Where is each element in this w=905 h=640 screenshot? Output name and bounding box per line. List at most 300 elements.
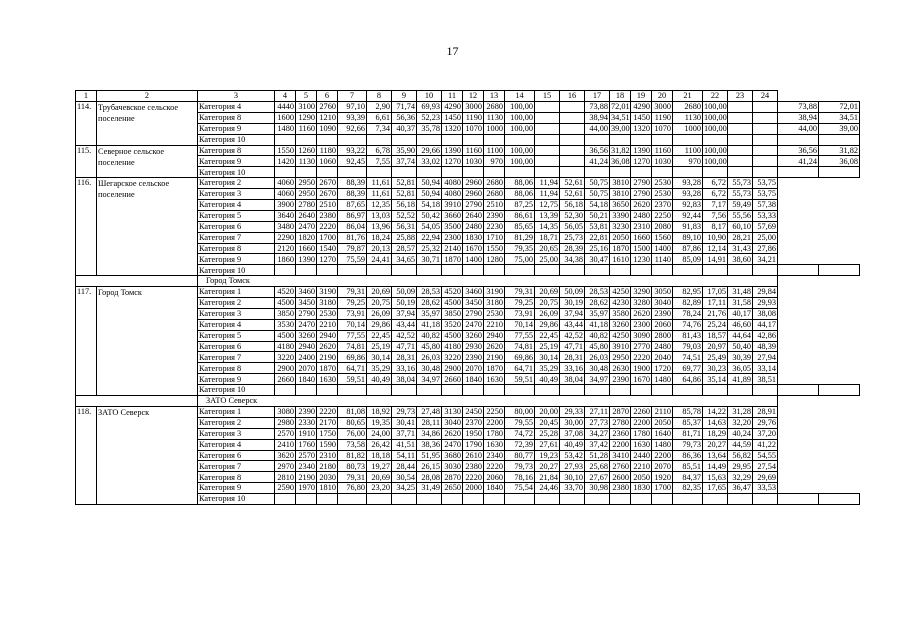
value-cell: 3260 xyxy=(296,330,317,341)
value-cell: 3230 xyxy=(610,221,631,232)
header-cell: 17 xyxy=(585,91,610,102)
value-cell: 1900 xyxy=(631,363,652,374)
value-cell: 28,08 xyxy=(417,472,442,483)
value-cell: 2140 xyxy=(442,243,463,254)
value-cell: 2120 xyxy=(275,243,296,254)
value-cell xyxy=(560,385,585,396)
value-cell: 28,44 xyxy=(392,461,417,472)
value-cell: 2340 xyxy=(484,450,505,461)
value-cell: 73,91 xyxy=(338,308,367,319)
value-cell: 85,65 xyxy=(505,221,535,232)
value-cell: 25,19 xyxy=(535,341,560,352)
value-cell: 1780 xyxy=(484,428,505,439)
value-cell: 2530 xyxy=(652,178,673,189)
value-cell: 7,17 xyxy=(703,200,728,211)
value-cell xyxy=(753,145,778,156)
value-cell: 6,78 xyxy=(367,145,392,156)
value-cell: 47,71 xyxy=(560,341,585,352)
category-cell: Категория 3 xyxy=(198,189,275,200)
value-cell xyxy=(652,494,673,505)
value-cell xyxy=(560,134,585,145)
value-cell: 85,09 xyxy=(673,254,703,265)
value-cell: 88,06 xyxy=(505,189,535,200)
value-cell: 1100 xyxy=(673,145,703,156)
value-cell: 19,35 xyxy=(367,417,392,428)
value-cell: 1160 xyxy=(296,123,317,134)
value-cell: 11,61 xyxy=(367,178,392,189)
value-cell: 79,31 xyxy=(338,472,367,483)
value-cell xyxy=(753,494,778,505)
category-cell: Категория 8 xyxy=(198,112,275,123)
value-cell: 1480 xyxy=(652,439,673,450)
value-cell xyxy=(275,167,296,178)
value-cell: 1830 xyxy=(631,483,652,494)
value-cell: 2470 xyxy=(296,221,317,232)
value-cell: 30,71 xyxy=(417,254,442,265)
category-cell: Категория 4 xyxy=(198,200,275,211)
value-cell: 44,17 xyxy=(753,319,778,330)
value-cell xyxy=(338,167,367,178)
value-cell: 76,80 xyxy=(338,483,367,494)
value-cell: 24,46 xyxy=(535,483,560,494)
value-cell: 4180 xyxy=(275,341,296,352)
value-cell xyxy=(778,265,819,276)
value-cell: 29,66 xyxy=(417,145,442,156)
value-cell: 3650 xyxy=(610,200,631,211)
value-cell: 88,06 xyxy=(505,178,535,189)
value-cell: 2480 xyxy=(463,221,484,232)
value-cell xyxy=(728,123,753,134)
value-cell: 34,86 xyxy=(417,428,442,439)
value-cell: 73,91 xyxy=(505,308,535,319)
category-cell: Категория 9 xyxy=(198,254,275,265)
value-cell: 1450 xyxy=(442,112,463,123)
value-cell: 29,69 xyxy=(753,472,778,483)
value-cell: 88,39 xyxy=(338,189,367,200)
value-cell: 92,44 xyxy=(673,210,703,221)
value-cell: 2190 xyxy=(484,352,505,363)
value-cell xyxy=(392,167,417,178)
value-cell: 2200 xyxy=(652,450,673,461)
value-cell: 1710 xyxy=(484,232,505,243)
value-cell: 31,58 xyxy=(728,298,753,309)
value-cell: 1590 xyxy=(317,439,338,450)
value-cell: 13,39 xyxy=(535,210,560,221)
value-cell: 30,48 xyxy=(585,363,610,374)
value-cell: 46,60 xyxy=(728,319,753,330)
value-cell: 27,86 xyxy=(753,243,778,254)
header-cell: 23 xyxy=(728,91,753,102)
value-cell xyxy=(728,112,753,123)
value-cell: 2380 xyxy=(610,483,631,494)
value-cell: 1840 xyxy=(463,374,484,385)
value-cell: 1830 xyxy=(463,232,484,243)
value-cell: 29,73 xyxy=(392,406,417,417)
value-cell xyxy=(673,134,703,145)
header-cell: 13 xyxy=(484,91,505,102)
value-cell: 93,28 xyxy=(673,189,703,200)
value-cell: 1140 xyxy=(652,254,673,265)
value-cell: 25,73 xyxy=(560,232,585,243)
value-cell xyxy=(728,145,753,156)
category-cell: Категория 2 xyxy=(198,298,275,309)
value-cell: 1160 xyxy=(463,145,484,156)
value-cell: 29,86 xyxy=(535,319,560,330)
value-cell: 85,51 xyxy=(673,461,703,472)
value-cell xyxy=(703,265,728,276)
value-cell: 20,69 xyxy=(367,287,392,298)
value-cell: 37,42 xyxy=(585,439,610,450)
value-cell: 72,01 xyxy=(819,102,860,113)
value-cell: 35,29 xyxy=(535,363,560,374)
value-cell: 41,24 xyxy=(585,156,610,167)
value-cell xyxy=(560,102,585,113)
value-cell: 34,97 xyxy=(585,374,610,385)
value-cell: 43,44 xyxy=(560,319,585,330)
value-cell xyxy=(673,494,703,505)
value-cell xyxy=(610,167,631,178)
value-cell xyxy=(463,494,484,505)
value-cell: 45,80 xyxy=(585,341,610,352)
value-cell: 2290 xyxy=(275,232,296,243)
value-cell: 81,76 xyxy=(338,232,367,243)
value-cell xyxy=(753,123,778,134)
value-cell: 2330 xyxy=(296,417,317,428)
value-cell xyxy=(484,167,505,178)
value-cell: 2870 xyxy=(610,406,631,417)
value-cell: 27,94 xyxy=(753,352,778,363)
value-cell: 1560 xyxy=(652,232,673,243)
header-cell: 24 xyxy=(753,91,778,102)
row-number: 118. xyxy=(76,406,97,504)
value-cell: 2220 xyxy=(317,221,338,232)
header-cell: 12 xyxy=(463,91,484,102)
value-cell: 4250 xyxy=(610,330,631,341)
value-cell xyxy=(753,112,778,123)
value-cell: 2,90 xyxy=(367,102,392,113)
header-cell: 11 xyxy=(442,91,463,102)
value-cell: 59,51 xyxy=(338,374,367,385)
section-label: Город Томск xyxy=(198,276,778,287)
value-cell: 4500 xyxy=(442,298,463,309)
value-cell: 4180 xyxy=(442,341,463,352)
value-cell: 28,62 xyxy=(417,298,442,309)
value-cell: 1190 xyxy=(652,112,673,123)
value-cell xyxy=(442,167,463,178)
value-cell: 2790 xyxy=(631,178,652,189)
value-cell: 2950 xyxy=(296,178,317,189)
value-cell xyxy=(442,265,463,276)
value-cell xyxy=(652,385,673,396)
value-cell: 50,94 xyxy=(417,178,442,189)
value-cell: 75,59 xyxy=(338,254,367,265)
value-cell: 2530 xyxy=(484,308,505,319)
value-cell xyxy=(819,265,860,276)
value-cell: 3130 xyxy=(442,406,463,417)
value-cell xyxy=(392,385,417,396)
value-cell: 2600 xyxy=(610,472,631,483)
value-cell xyxy=(463,134,484,145)
value-cell: 1970 xyxy=(296,483,317,494)
value-cell: 1870 xyxy=(442,254,463,265)
value-cell: 2510 xyxy=(484,200,505,211)
category-cell: Категория 8 xyxy=(198,243,275,254)
value-cell xyxy=(585,167,610,178)
value-cell xyxy=(367,134,392,145)
value-cell: 2960 xyxy=(463,189,484,200)
value-cell: 20,00 xyxy=(535,406,560,417)
value-cell: 50,21 xyxy=(585,210,610,221)
value-cell xyxy=(753,102,778,113)
value-cell: 14,22 xyxy=(703,406,728,417)
value-cell xyxy=(728,156,753,167)
value-cell: 2620 xyxy=(442,428,463,439)
value-cell: 52,52 xyxy=(392,210,417,221)
header-cell: 22 xyxy=(703,91,728,102)
value-cell: 18,24 xyxy=(367,232,392,243)
value-cell xyxy=(317,494,338,505)
value-cell: 1660 xyxy=(296,243,317,254)
header-cell: 2 xyxy=(97,91,198,102)
value-cell: 4500 xyxy=(275,330,296,341)
value-cell: 3220 xyxy=(275,352,296,363)
value-cell: 31,82 xyxy=(611,145,630,155)
value-cell: 2530 xyxy=(317,308,338,319)
value-cell: 1950 xyxy=(463,428,484,439)
value-cell: 25,16 xyxy=(585,243,610,254)
value-cell: 52,81 xyxy=(392,178,417,189)
value-cell: 2370 xyxy=(463,417,484,428)
value-cell: 2200 xyxy=(631,417,652,428)
value-cell: 2040 xyxy=(652,352,673,363)
value-cell: 45,80 xyxy=(417,341,442,352)
header-cell: 6 xyxy=(317,91,338,102)
value-cell: 27,61 xyxy=(535,439,560,450)
value-cell: 1060 xyxy=(317,156,338,167)
value-cell: 1260 xyxy=(296,145,317,156)
value-cell xyxy=(392,494,417,505)
value-cell: 75,00 xyxy=(505,254,535,265)
value-cell: 59,51 xyxy=(505,374,535,385)
value-cell: 1870 xyxy=(317,363,338,374)
category-cell: Категория 4 xyxy=(198,102,275,113)
value-cell: 39,00 xyxy=(819,123,860,134)
value-cell xyxy=(317,167,338,178)
value-cell: 36,08 xyxy=(611,156,630,166)
value-cell: 1630 xyxy=(484,374,505,385)
value-cell: 18,92 xyxy=(367,406,392,417)
value-cell: 2620 xyxy=(631,200,652,211)
value-cell: 79,03 xyxy=(673,341,703,352)
value-cell: 3910 xyxy=(442,200,463,211)
value-cell xyxy=(560,123,585,134)
category-cell: Категория 9 xyxy=(198,483,275,494)
value-cell: 2950 xyxy=(296,189,317,200)
value-cell: 2450 xyxy=(463,406,484,417)
value-cell: 30,41 xyxy=(392,417,417,428)
value-cell: 79,25 xyxy=(338,298,367,309)
value-cell xyxy=(753,156,778,167)
value-cell: 3450 xyxy=(296,298,317,309)
value-cell xyxy=(535,385,560,396)
value-cell: 73,88 xyxy=(778,102,819,113)
value-cell: 3460 xyxy=(463,287,484,298)
value-cell: 3910 xyxy=(610,341,631,352)
value-cell: 37,94 xyxy=(392,308,417,319)
value-cell: 40,82 xyxy=(417,330,442,341)
value-cell: 35,97 xyxy=(585,308,610,319)
value-cell: 25,68 xyxy=(585,461,610,472)
value-cell: 2950 xyxy=(610,352,631,363)
value-cell: 1400 xyxy=(652,243,673,254)
value-cell: 80,73 xyxy=(338,461,367,472)
value-cell: 1630 xyxy=(317,374,338,385)
value-cell: 37,08 xyxy=(560,428,585,439)
value-cell: 38,60 xyxy=(728,254,753,265)
category-cell: Категория 10 xyxy=(198,134,275,145)
value-cell: 42,52 xyxy=(560,330,585,341)
value-cell: 43,44 xyxy=(392,319,417,330)
row-number: 114. xyxy=(76,102,97,146)
value-cell: 1320 xyxy=(631,123,652,134)
value-cell: 11,61 xyxy=(367,189,392,200)
value-cell: 33,02 xyxy=(417,156,442,167)
value-cell: 2060 xyxy=(484,472,505,483)
value-cell: 100,00 xyxy=(505,156,535,167)
section-spacer xyxy=(76,276,198,287)
value-cell: 36,56 xyxy=(778,145,819,156)
value-cell: 1270 xyxy=(631,156,652,167)
value-cell: 48,39 xyxy=(753,341,778,352)
value-cell xyxy=(610,134,631,145)
value-cell xyxy=(585,385,610,396)
value-cell: 28,31 xyxy=(392,352,417,363)
value-cell: 30,14 xyxy=(535,352,560,363)
value-cell xyxy=(505,265,535,276)
value-cell: 87,65 xyxy=(338,200,367,211)
value-cell: 2370 xyxy=(652,200,673,211)
value-cell: 26,03 xyxy=(417,352,442,363)
value-cell xyxy=(535,112,560,123)
value-cell: 26,15 xyxy=(417,461,442,472)
value-cell: 76,00 xyxy=(338,428,367,439)
value-cell: 2050 xyxy=(652,417,673,428)
value-cell: 2660 xyxy=(442,374,463,385)
value-cell: 55,73 xyxy=(728,178,753,189)
value-cell xyxy=(317,265,338,276)
value-cell: 2390 xyxy=(610,374,631,385)
header-cell: 9 xyxy=(392,91,417,102)
value-cell: 57,69 xyxy=(753,221,778,232)
value-cell: 4500 xyxy=(442,330,463,341)
value-cell xyxy=(535,156,560,167)
page-number: 17 xyxy=(446,44,459,58)
value-cell: 11,94 xyxy=(535,178,560,189)
value-cell: 100,00 xyxy=(505,123,535,134)
value-cell: 25,19 xyxy=(367,341,392,352)
value-cell: 3480 xyxy=(275,221,296,232)
value-cell xyxy=(484,385,505,396)
value-cell: 1100 xyxy=(484,145,505,156)
value-cell: 40,37 xyxy=(392,123,417,134)
value-cell: 34,38 xyxy=(560,254,585,265)
value-cell: 53,75 xyxy=(753,189,778,200)
value-cell: 26,09 xyxy=(535,308,560,319)
value-cell: 28,57 xyxy=(392,243,417,254)
value-cell: 79,31 xyxy=(505,287,535,298)
value-cell xyxy=(610,494,631,505)
value-cell: 2780 xyxy=(296,200,317,211)
value-cell: 14,49 xyxy=(703,461,728,472)
value-cell: 91,83 xyxy=(673,221,703,232)
value-cell: 100,00 xyxy=(704,102,727,112)
value-cell: 35,78 xyxy=(417,123,442,134)
value-cell: 2050 xyxy=(610,232,631,243)
value-cell: 2960 xyxy=(463,178,484,189)
value-cell: 2220 xyxy=(631,352,652,363)
value-cell xyxy=(463,385,484,396)
value-cell: 2080 xyxy=(652,221,673,232)
value-cell: 85,78 xyxy=(673,406,703,417)
value-cell xyxy=(585,134,610,145)
value-cell xyxy=(560,145,585,156)
value-cell: 40,49 xyxy=(560,439,585,450)
value-cell: 1130 xyxy=(484,112,505,123)
value-cell: 53,75 xyxy=(753,178,778,189)
value-cell: 100,00 xyxy=(704,113,727,123)
value-cell xyxy=(392,134,417,145)
table-row xyxy=(76,145,860,156)
value-cell xyxy=(819,385,860,396)
value-cell: 4520 xyxy=(442,287,463,298)
value-cell xyxy=(560,112,585,123)
value-cell: 970 xyxy=(484,156,505,167)
value-cell: 55,73 xyxy=(728,189,753,200)
value-cell: 38,08 xyxy=(753,308,778,319)
value-cell: 30,48 xyxy=(417,363,442,374)
value-cell xyxy=(275,134,296,145)
value-cell: 54,55 xyxy=(753,450,778,461)
value-cell xyxy=(535,102,560,113)
value-cell: 21,84 xyxy=(535,472,560,483)
value-cell xyxy=(560,494,585,505)
value-cell: 73,58 xyxy=(338,439,367,450)
value-cell: 41,89 xyxy=(728,374,753,385)
value-cell: 10,90 xyxy=(703,232,728,243)
row-number: 115. xyxy=(76,145,97,178)
value-cell: 52,61 xyxy=(560,178,585,189)
value-cell: 3100 xyxy=(296,102,317,113)
category-cell: Категория 1 xyxy=(198,287,275,298)
header-cell: 16 xyxy=(560,91,585,102)
value-cell xyxy=(610,265,631,276)
value-cell: 1610 xyxy=(610,254,631,265)
value-cell: 2480 xyxy=(652,341,673,352)
value-cell: 3390 xyxy=(610,210,631,221)
category-cell: Категория 7 xyxy=(198,461,275,472)
value-cell xyxy=(631,134,652,145)
value-cell: 54,18 xyxy=(585,200,610,211)
category-cell: Категория 7 xyxy=(198,232,275,243)
value-cell: 20,69 xyxy=(367,472,392,483)
value-cell: 2250 xyxy=(652,210,673,221)
value-cell: 1720 xyxy=(652,363,673,374)
value-cell: 47,71 xyxy=(392,341,417,352)
value-cell: 70,14 xyxy=(338,319,367,330)
value-cell: 32,29 xyxy=(728,472,753,483)
value-cell: 85,37 xyxy=(673,417,703,428)
value-cell: 2630 xyxy=(610,363,631,374)
